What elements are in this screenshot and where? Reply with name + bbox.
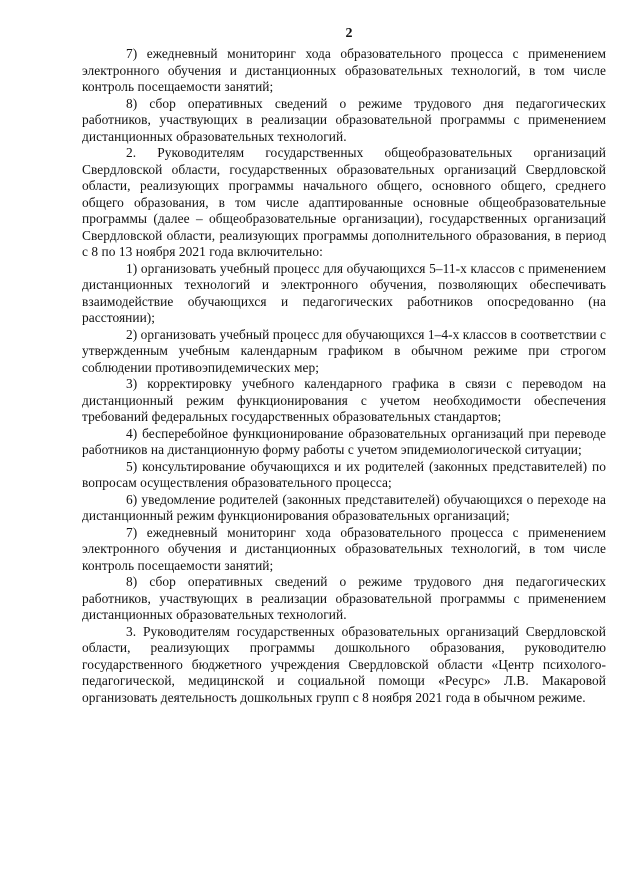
paragraph-item-7-monitoring: 7) ежедневный мониторинг хода образовательного процесса с применением электронного обучения и дистанционных образовательных технологий, в том числе контроль посещаемости занятий; [82, 46, 606, 94]
paragraph-item-1-grades-5-11: 1) организовать учебный процесс для обучающихся 5–11-х классов с применением дистанционных технологий и электронного обучения, позволяющих обеспечивать взаимодействие обучающихся и педагогических работников опосредованно (на расстоянии); [82, 260, 606, 325]
paragraph-section-3-preschool: 3. Руководителям государственных образовательных организаций Свердловской области, реализующих программы дошкольного образования, руководителю государственного бюджетного учреждения Свердловской области «Центр психолого-педагогической, медицинской и социальной помощи «Ресурс» Л.В. Макаровой организовать деятельность дошкольных групп с 8 ноября 2021 года в обычном режиме. [82, 623, 606, 705]
paragraph-item-4-uninterrupted-operation: 4) бесперебойное функционирование образовательных организаций при переводе работников на дистанционную форму работы с учетом эпидемиологической ситуации; [82, 425, 606, 457]
paragraph-item-6-parent-notification: 6) уведомление родителей (законных представителей) обучающихся о переходе на дистанционный режим функционирования образовательных организаций; [82, 491, 606, 523]
paragraph-item-7-monitoring-repeat: 7) ежедневный мониторинг хода образовательного процесса с применением электронного обучения и дистанционных образовательных технологий, в том числе контроль посещаемости занятий; [82, 524, 606, 573]
paragraph-item-8-data-collection: 8) сбор оперативных сведений о режиме трудового дня педагогических работников, участвующих в реализации образовательной программы с применением дистанционных образовательных технологий. [82, 95, 606, 144]
paragraph-item-8-data-collection-repeat: 8) сбор оперативных сведений о режиме трудового дня педагогических работников, участвующих в реализации образовательной программы с применением дистанционных образовательных технологий. [82, 574, 606, 622]
paragraph-item-5-consulting: 5) консультирование обучающихся и их родителей (законных представителей) по вопросам осуществления образовательного процесса; [82, 458, 606, 490]
paragraph-item-3-calendar-adjustment: 3) корректировку учебного календарного графика в связи с переводом на дистанционный режим функционирования с учетом необходимости обеспечения требований федеральных государственных образовательных стандартов; [82, 376, 606, 424]
page-number: 2 [345, 26, 353, 41]
paragraph-section-2-heads-general-education: 2. Руководителям государственных общеобразовательных организаций Свердловской области, государственных образовательных организаций Свердловской области, реализующих программы начального общего, основного общего, среднего общего образования, в том числе адаптированные основные общеобразовательные программы (далее – общеобразовательные организации), государственных организаций Свердловской области, реализующих программы дополнительного образования, в период с 8 по 13 ноября 2021 года включительно: [82, 145, 606, 259]
paragraph-item-2-grades-1-4: 2) организовать учебный процесс для обучающихся 1–4-х классов в соответствии с утвержденным учебным календарным графиком в обычном режиме при строгом соблюдении противоэпидемических мер; [82, 326, 606, 375]
